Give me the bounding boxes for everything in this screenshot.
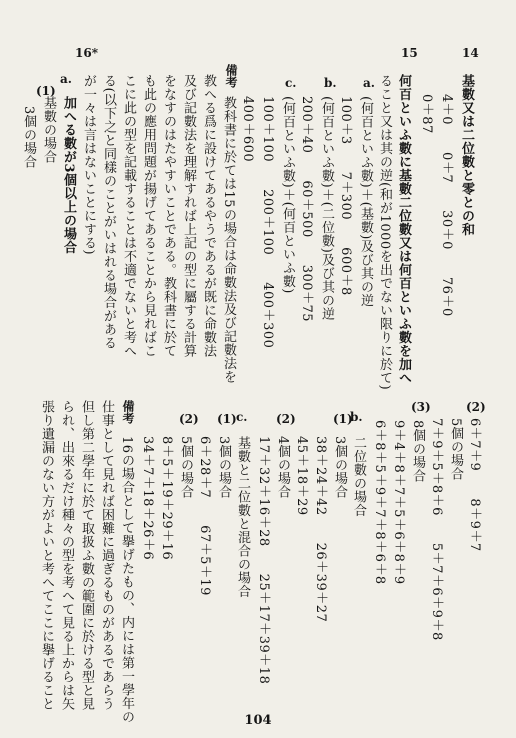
item-15-b-label: b. (324, 76, 337, 90)
remark-2-line-3: 但し第二學年に於て取扱ふ數の範圍に於ける型と見 (79, 400, 94, 711)
item-16-a-title: 基數の場合 (41, 96, 56, 164)
b1-title: 3個の場合 (332, 436, 347, 499)
item-15-b-line: 200＋40 60＋500 300＋75 (299, 96, 314, 323)
item-15-heading-2: ること又は其の逆(和が1000を出でない限りに於て) (377, 74, 392, 391)
a2-line-2: 7＋9＋5＋8＋6 5＋7＋6＋9＋8 (429, 418, 444, 641)
item-14-line-2: 0＋87 (419, 94, 434, 134)
item-14-number: 14 (462, 46, 479, 60)
item-16-number: 16* (75, 46, 98, 60)
remark-1-line-1: 教科書に於ては15の場合は命數法及び記數法を (221, 96, 236, 384)
a2-label: (2) (466, 400, 486, 414)
c-label: c. (236, 410, 248, 424)
b1-label: (1) (333, 412, 353, 426)
c1-label: (1) (217, 412, 237, 426)
item-16-sub1-label: (1) (36, 84, 56, 98)
item-15-a-line: 100＋3 7＋300 600＋8 (338, 96, 353, 296)
page-number: 104 (244, 713, 272, 728)
remark-1-line-4: をなすのはたやすいことである。教科書に於て (161, 74, 176, 358)
a2-line-1: 6＋7＋9 8＋9＋7 (467, 418, 482, 552)
item-16-sub1-title: 3個の場合 (21, 106, 36, 169)
item-14-title: 基數又は二位數と零との和 (459, 74, 474, 236)
remark-1-line-8: が一々は言はないことにする) (81, 74, 96, 256)
item-14-line-1: 4＋0 0＋7 30＋0 76＋0 (439, 94, 454, 317)
a3-line-1: 9＋4＋8＋7＋5＋6＋8＋9 (391, 420, 406, 585)
item-15-b-title: (何百といふ數)＋(二位數)及び其の逆 (319, 96, 334, 321)
remark-1-line-7: る(以下之と同樣のことがいはれる場合がある (101, 74, 116, 350)
remark-1-label: 備考 (224, 64, 238, 88)
remark-1-line-3: 及び記數法を理解すれば上記の型に屬する計算 (181, 74, 196, 358)
item-15-c-line-1: 100＋100 200＋100 400＋300 (260, 96, 275, 349)
b-title: 二位數の場合 (351, 436, 366, 517)
remark-1-line-5: も此の應用問題が揚げてあることから見ればこ (141, 74, 156, 358)
c1-line: 6＋28＋7 67＋5＋19 (197, 436, 212, 596)
b-label: b. (350, 410, 363, 424)
c2-line-1: 8＋5＋19＋29＋16 (159, 436, 174, 561)
remark-2-line-2: 仕事として見れば困難に過ぎるものがあるであらう (99, 400, 114, 711)
b2-line: 17＋32＋16＋28 25＋17＋39＋18 (256, 436, 271, 685)
remark-2-line-4: られ、出來るだけ種々の型を考へて見る上からは矢 (59, 400, 74, 711)
remark-1-line-6: こに此の型を記載することは不適でないと考へ (121, 74, 136, 358)
b2-title: 4個の場合 (275, 436, 290, 499)
item-15-heading-1: 何百といふ數に基數二位數又は何百といふ數を加へ (396, 74, 411, 385)
c-title: 基數と二位數と混合の場合 (235, 436, 250, 598)
item-16-a-label: a. (60, 72, 72, 86)
item-15-a-label: a. (363, 76, 375, 90)
a3-line-2: 6＋8＋5＋9＋7＋8＋6＋8 (372, 420, 387, 585)
item-15-c-title: (何百といふ數)＋(何百といふ數) (280, 96, 295, 294)
item-15-a-title: (何百といふ數)＋(基數)及び其の逆 (358, 96, 373, 308)
a3-label: (3) (411, 400, 431, 414)
item-15-c-label: c. (285, 76, 297, 90)
item-15-number: 15 (401, 46, 418, 60)
remark-2-label: 備考 (121, 400, 135, 424)
c2-line-2: 34＋7＋18＋26＋6 (140, 436, 155, 561)
item-15-c-line-2: 400＋600 (240, 96, 255, 163)
c2-title: 5個の場合 (178, 436, 193, 499)
remark-2-line-5: 張り遺漏のない方がよいと考へてここに擧げること (39, 400, 54, 711)
c1-title: 3個の場合 (216, 436, 231, 499)
c2-label: (2) (179, 412, 199, 426)
remark-1-line-2: 教へる爲に設けてあるやうであるが既に命數法 (201, 74, 216, 358)
b1-line-2: 45＋18＋29 (294, 436, 309, 516)
b1-line: 38＋24＋42 26＋39＋27 (313, 436, 328, 623)
item-16-heading: 加へる數が3個以上の場合 (61, 96, 76, 255)
a3-title: 8個の場合 (410, 420, 425, 483)
remark-2-line-1: 16の場合として擧げたもの、内には第一學年の (119, 436, 134, 724)
b2-label: (2) (276, 412, 296, 426)
a2-title: 5個の場合 (448, 418, 463, 481)
